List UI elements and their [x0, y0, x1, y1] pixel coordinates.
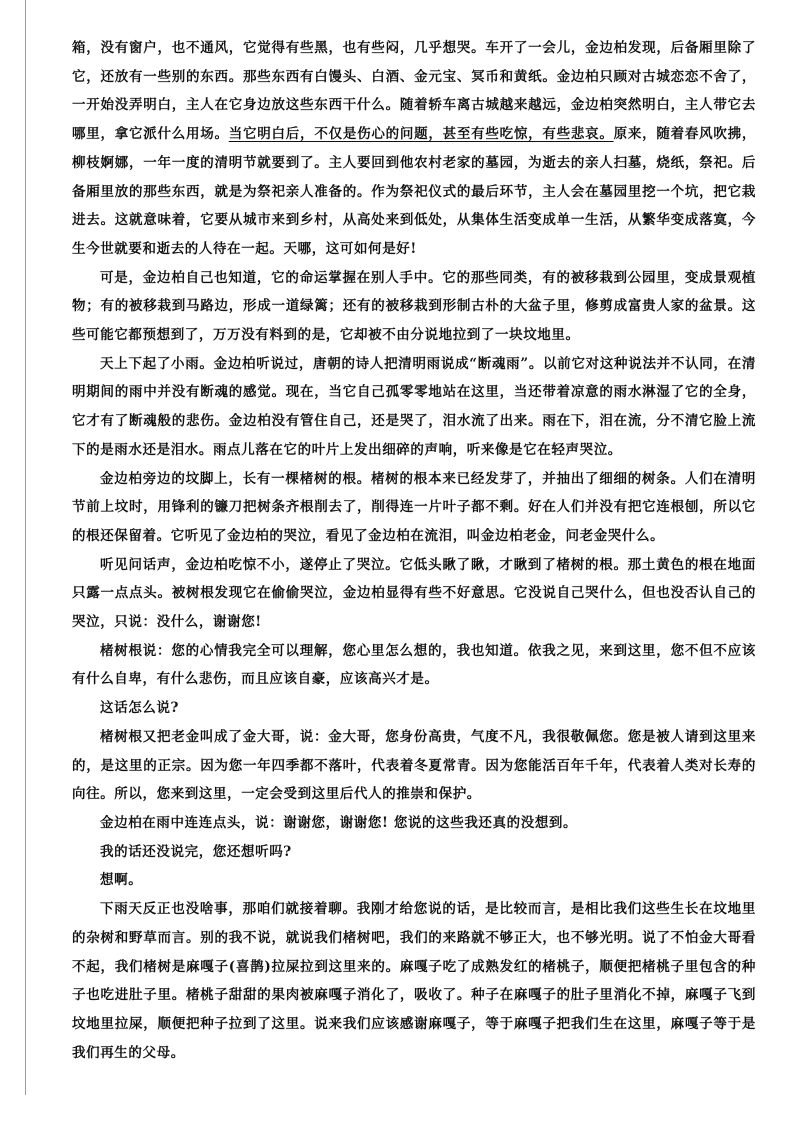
paragraph-text: 我的话还没说完，您还想听吗? [100, 843, 292, 860]
paragraph-text: 下雨天反正也没啥事，那咱们就接着聊。我刚才给您说的话，是比较而言，是相比我们这些生长在坟地里的杂树和野草而言。别的我不说，就说我们楮树吧，我们的来路就不够正大，也不够光明。说了不怕金大哥看不起，我们楮树是麻嘎子(喜鹊)拉屎拉到这里来的。麻嘎子吃了成熟发红的楮桃子，顺便把楮桃子里包含的种子也吃进肚子里。楮桃子甜甜的果肉被麻嘎子消化了，吸收了。种子在麻嘎子的肚子里消化不掉，麻嘎子飞到坟地里拉屎，顺便把种子拉到了这里。说来我们应该感谢麻嘎子，等于麻嘎子把我们生在这里，麻嘎子等于是我们再生的父母。 [72, 901, 756, 1061]
paragraph-text: 天上下起了小雨。金边柏听说过，唐朝的诗人把清明雨说成“断魂雨”。以前它对这种说法并不认同，在清明期间的雨中并没有断魂的感觉。现在，当它自己孤零零地站在这里，当还带着凉意的雨水淋湿了它的全身，它才有了断魂般的悲伤。金边柏没有管住自己，还是哭了，泪水流了出来。雨在下，泪在流，分不清它脸上流下的是雨水还是泪水。雨点儿落在它的叶片上发出细碎的声响，听来像是它在轻声哭泣。 [72, 355, 756, 458]
paragraph-8 [72, 723, 756, 809]
paragraph-text: 听见问话声，金边柏吃惊不小，遂停止了哭泣。它低头瞅了瞅，才瞅到了楮树的根。那土黄色的根在地面只露一点点头。被树根发现它在偷偷哭泣，金边柏显得有些不好意思。它没说自己哭什么，但也没否认自己的哭泣，只说：没什么，谢谢您! [72, 556, 756, 631]
paragraph-12 [72, 895, 756, 1067]
paragraph-text: 这话怎么说? [100, 700, 180, 717]
paragraph-4 [72, 465, 756, 551]
paragraph-7 [72, 694, 756, 723]
paragraph-6 [72, 637, 756, 694]
paragraph-text: 金边柏在雨中连连点头，说：谢谢您，谢谢您! 您说的这些我还真的没想到。 [100, 814, 578, 831]
paragraph-9 [72, 809, 756, 838]
left-margin-line [25, 0, 26, 1095]
paragraph-2 [72, 264, 756, 350]
paragraph-text: 金边柏旁边的坟脚上，长有一棵楮树的根。楮树的根本来已经发芽了，并抽出了细细的树条。人们在清明节前上坟时，用锋利的镰刀把树条齐根削去了，削得连一片叶子都不剩。好在人们并没有把它连根刨，所以它的根还保留着。它听见了金边柏的哭泣，看见了金边柏在流泪，叫金边柏老金，问老金哭什么。 [72, 470, 756, 544]
paragraph-text: 箱，没有窗户，也不通风，它觉得有些黑，也有些闷，几乎想哭。车开了一会儿，金边柏发现，后备厢里除了它，还放有一些别的东西。那些东西有白馒头、白酒、金元宝、冥币和黄纸。金边柏只顾对古城恋恋不舍了，一开始没弄明白，主人在它身边放这些东西干什么。随着轿车离古城越来越远，金边柏突然明白，主人带它去哪里，拿它派什么用场。 [72, 40, 756, 143]
paragraph-11 [72, 866, 756, 895]
paragraph-text: 楮树根又把老金叫成了金大哥，说：金大哥，您身份高贵，气度不凡，我很敬佩您。您是被人请到这里来的，是这里的正宗。因为您一年四季都不落叶，代表着冬夏常青。因为您能活百年千年，代表着人类对长寿的向往。所以，您来到这里，一定会受到这里后代人的推崇和保护。 [72, 728, 756, 803]
paragraph-5 [72, 551, 756, 637]
paragraph-text: 楮树根说：您的心情我完全可以理解，您心里怎么想的，我也知道。依我之见，来到这里，您不但不应该有什么自卑，有什么悲伤，而且应该自豪，应该高兴才是。 [72, 642, 756, 688]
paragraph-text: 可是，金边柏自己也知道，它的命运掌握在别人手中。它的那些同类，有的被移栽到公园里，变成景观植物；有的被移栽到马路边，形成一道绿篱；还有的被移栽到形制古朴的大盆子里，修剪成富贵人家的盆景。这些可能它都预想到了，万万没有料到的是，它却被不由分说地拉到了一块坟地里。 [72, 269, 756, 344]
paragraph-3 [72, 350, 756, 465]
underlined-sentence: 当它明白后，不仅是伤心的问题，甚至有些吃惊，有些悲哀。 [228, 126, 614, 143]
paragraph-10 [72, 838, 756, 867]
paragraph-text: 原来，随着春风吹拂，柳枝婀娜，一年一度的清明节就要到了。主人要回到他农村老家的墓园，为逝去的亲人扫墓，烧纸，祭祀。后备厢里放的那些东西，就是为祭祀亲人准备的。作为祭祀仪式的最后环节，主人会在墓园里挖一个坑，把它栽进去。这就意味着，它要从城市来到乡村，从高处来到低处，从集体生活变成单一生活，从繁华变成落寞，今生今世就要和逝去的人待在一起。天哪，这可如何是好! [72, 126, 757, 257]
paragraph-1 [72, 34, 756, 264]
document-body [72, 34, 756, 1067]
paragraph-text: 想啊。 [100, 872, 143, 889]
